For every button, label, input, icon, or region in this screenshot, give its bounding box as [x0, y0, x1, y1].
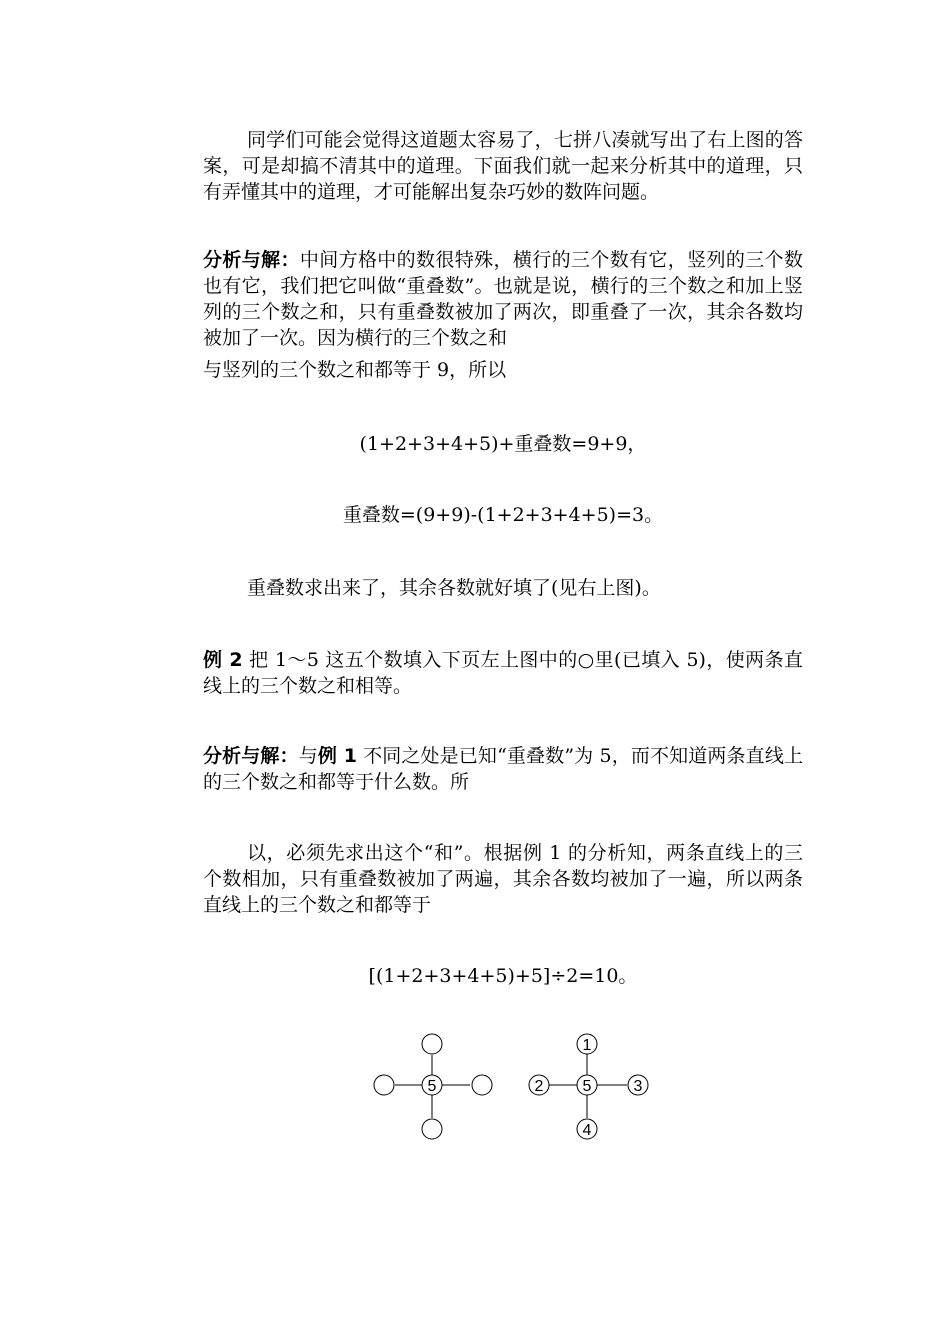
example-ref: 例 1: [317, 745, 357, 767]
paragraph-result: 重叠数求出来了，其余各数就好填了(见右上图)。: [247, 577, 661, 599]
paragraph-analysis-1: [203, 247, 803, 351]
analysis-label-2: 分析与解：: [203, 745, 299, 767]
left-center-number: 5: [427, 1078, 437, 1095]
analysis-label: 分析与解：: [203, 249, 300, 271]
example-text: 把 1～5 这五个数填入下页左上图中的○里(已填入 5)，使两条直线上的三个数之和相等。: [203, 649, 803, 697]
circle-bottom: [422, 1119, 442, 1139]
paragraph-sum-explain: 以，必须先求出这个“和”。根据例 1 的分析知，两条直线上的三个数相加，只有重叠数被加了两遍，其余各数均被加了一遍，所以两条直线上的三个数之和都等于: [203, 842, 803, 916]
analysis-text-2b: 不同之处是已知“重叠数”为 5，而不知道两条直线上的三个数之和都等于什么数。所: [203, 745, 803, 793]
cross-figures: [360, 1025, 680, 1145]
right-center-number: 5: [582, 1078, 592, 1095]
paragraph-intro: 同学们可能会觉得这道题太容易了，七拼八凑就写出了右上图的答案，可是却搞不清其中的道理。下面我们就一起来分析其中的道理，只有弄懂其中的道理，才可能解出复杂巧妙的数阵问题。: [203, 129, 803, 203]
circle-left: [374, 1075, 394, 1095]
right-left-number: 2: [534, 1078, 544, 1095]
right-top-number: 1: [582, 1037, 592, 1054]
right-right-number: 3: [633, 1078, 643, 1095]
paragraph-example-2: [203, 647, 803, 699]
paragraph-analysis-2: [203, 743, 803, 795]
formula-overlap: 重叠数=(9+9)-(1+2+3+4+5)=3。: [342, 504, 664, 526]
right-bottom-number: 4: [582, 1122, 592, 1139]
formula-target-sum: [(1+2+3+4+5)+5]÷2=10。: [368, 965, 638, 987]
paragraph-analysis-tail: 与竖列的三个数之和都等于 9，所以: [203, 359, 507, 381]
example-label: 例 2: [203, 649, 243, 671]
formula-sum: (1+2+3+4+5)+重叠数=9+9，: [359, 433, 647, 455]
circle-right: [472, 1075, 492, 1095]
analysis-text: 中间方格中的数很特殊，横行的三个数有它，竖列的三个数也有它，我们把它叫做“重叠数”。也就是说，横行的三个数之和加上竖列的三个数之和，只有重叠数被加了两次，即重叠了一次，其余各数均被加了一次。因为横行的三个数之和: [203, 249, 803, 349]
analysis-text-2a: 与: [298, 745, 318, 767]
circle-top: [422, 1034, 442, 1054]
